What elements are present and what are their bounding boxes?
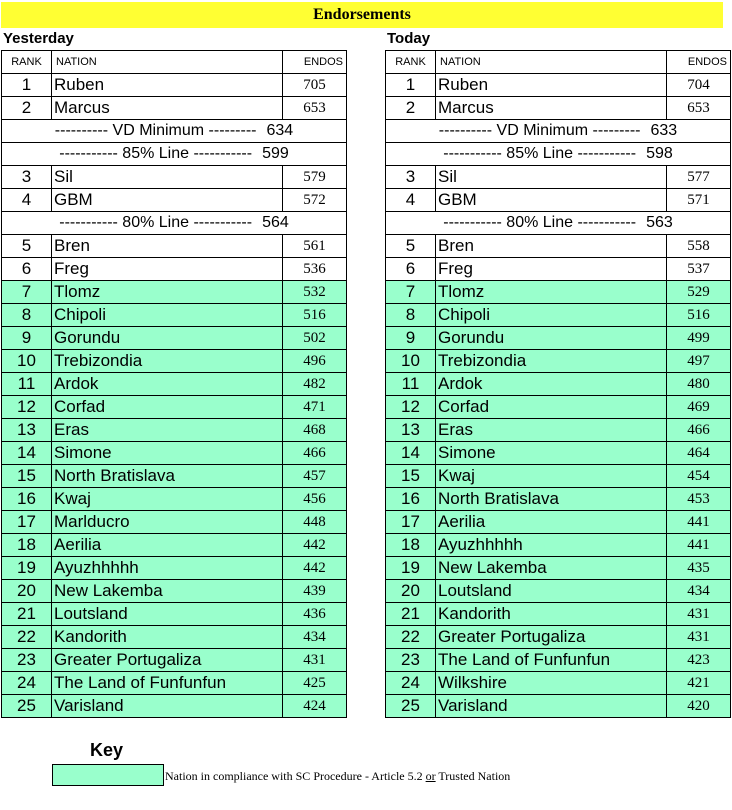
nation-cell: Varisland: [52, 695, 283, 718]
table-row: [386, 189, 731, 212]
table-row: [2, 258, 347, 281]
table-row: [386, 557, 731, 580]
endos-cell: 502: [283, 327, 347, 350]
rank-cell: 18: [386, 534, 436, 557]
nation-cell: Bren: [436, 235, 667, 258]
rank-cell: 3: [386, 166, 436, 189]
nation-cell: Chipoli: [436, 304, 667, 327]
nation-cell: Marcus: [52, 97, 283, 120]
nation-cell: Kwaj: [52, 488, 283, 511]
nation-cell: New Lakemba: [436, 557, 667, 580]
nation-cell: Corfad: [52, 396, 283, 419]
nation-cell: Trebizondia: [52, 350, 283, 373]
table-row: [2, 166, 347, 189]
table-row: [2, 281, 347, 304]
endos-cell: 421: [667, 672, 731, 695]
table-row: [2, 603, 347, 626]
nation-cell: Ardok: [436, 373, 667, 396]
endos-cell: 561: [283, 235, 347, 258]
nation-cell: Varisland: [436, 695, 667, 718]
rank-cell: 7: [386, 281, 436, 304]
table-row: [386, 511, 731, 534]
key-text-or: or: [425, 769, 436, 783]
table-row: [386, 97, 731, 120]
table-row: [386, 304, 731, 327]
endos-cell: 653: [667, 97, 731, 120]
nation-cell: Marcus: [436, 97, 667, 120]
table-row: [2, 557, 347, 580]
table-row: [2, 580, 347, 603]
threshold-row: [386, 120, 731, 143]
table-row: [386, 74, 731, 97]
endos-cell: 497: [667, 350, 731, 373]
table-row: [386, 350, 731, 373]
nation-cell: Greater Portugaliza: [436, 626, 667, 649]
endos-cell: 558: [667, 235, 731, 258]
rank-cell: 24: [386, 672, 436, 695]
rank-cell: 11: [386, 373, 436, 396]
endos-cell: 457: [283, 465, 347, 488]
rank-cell: 2: [386, 97, 436, 120]
threshold-cell: [2, 120, 347, 143]
nation-cell: Kandorith: [436, 603, 667, 626]
nation-cell: Freg: [52, 258, 283, 281]
rank-cell: 5: [2, 235, 52, 258]
threshold-label: ----------- 80% Line -----------: [59, 214, 253, 231]
page-title: Endorsements: [1, 2, 723, 28]
today-table: [385, 50, 731, 718]
endos-cell: 653: [283, 97, 347, 120]
endos-cell: 441: [667, 511, 731, 534]
threshold-label: ---------- VD Minimum ---------: [54, 122, 257, 139]
endos-cell: 434: [283, 626, 347, 649]
endos-cell: 499: [667, 327, 731, 350]
threshold-cell: [386, 120, 731, 143]
nation-cell: Aerilia: [436, 511, 667, 534]
endos-cell: 431: [667, 603, 731, 626]
nation-cell: Gorundu: [52, 327, 283, 350]
rank-cell: 15: [386, 465, 436, 488]
table-row: [2, 350, 347, 373]
rank-cell: 16: [386, 488, 436, 511]
table-row: [386, 580, 731, 603]
rank-cell: 22: [2, 626, 52, 649]
threshold-row: [2, 120, 347, 143]
table-row: [386, 603, 731, 626]
endos-cell: 441: [667, 534, 731, 557]
rank-cell: 9: [2, 327, 52, 350]
endos-cell: 456: [283, 488, 347, 511]
nation-cell: GBM: [436, 189, 667, 212]
nation-cell: GBM: [52, 189, 283, 212]
endos-cell: 420: [667, 695, 731, 718]
rank-cell: 14: [2, 442, 52, 465]
nation-cell: Greater Portugaliza: [52, 649, 283, 672]
rank-cell: 6: [2, 258, 52, 281]
rank-cell: 17: [386, 511, 436, 534]
table-row: [386, 258, 731, 281]
threshold-value: 634: [266, 122, 294, 139]
endos-cell: 464: [667, 442, 731, 465]
endos-cell: 516: [283, 304, 347, 327]
rank-cell: 12: [386, 396, 436, 419]
yesterday-table: [1, 50, 347, 718]
rank-cell: 3: [2, 166, 52, 189]
endos-cell: 529: [667, 281, 731, 304]
rank-cell: 4: [386, 189, 436, 212]
endos-cell: 454: [667, 465, 731, 488]
nation-cell: Eras: [436, 419, 667, 442]
endos-cell: 442: [283, 534, 347, 557]
threshold-label: ---------- VD Minimum ---------: [438, 122, 641, 139]
endos-cell: 439: [283, 580, 347, 603]
endos-cell: 469: [667, 396, 731, 419]
threshold-value: 564: [262, 214, 289, 231]
threshold-cell: [386, 143, 731, 166]
threshold-row: [386, 143, 731, 166]
key-compliant-swatch: [52, 764, 164, 786]
rank-header: RANK: [2, 51, 52, 74]
rank-cell: 16: [2, 488, 52, 511]
threshold-row: [386, 212, 731, 235]
table-row: [2, 304, 347, 327]
today-label: Today: [387, 30, 431, 47]
rank-cell: 15: [2, 465, 52, 488]
rank-cell: 2: [2, 97, 52, 120]
table-row: [2, 672, 347, 695]
table-row: [2, 442, 347, 465]
nation-cell: Sil: [436, 166, 667, 189]
nation-cell: Kwaj: [436, 465, 667, 488]
endos-header: ENDOS: [667, 51, 731, 74]
rank-cell: 20: [386, 580, 436, 603]
endos-cell: 571: [667, 189, 731, 212]
table-row: [2, 534, 347, 557]
table-header-row: [386, 51, 731, 74]
threshold-label: ----------- 80% Line -----------: [443, 214, 637, 231]
yesterday-label: Yesterday: [3, 30, 74, 47]
nation-cell: Freg: [436, 258, 667, 281]
endos-cell: 453: [667, 488, 731, 511]
table-row: [2, 695, 347, 718]
nation-cell: Kandorith: [52, 626, 283, 649]
table-row: [2, 373, 347, 396]
nation-cell: Loutsland: [436, 580, 667, 603]
table-row: [2, 511, 347, 534]
endos-cell: 537: [667, 258, 731, 281]
rank-cell: 7: [2, 281, 52, 304]
threshold-label: ----------- 85% Line -----------: [443, 145, 637, 162]
rank-header: RANK: [386, 51, 436, 74]
threshold-value: 563: [646, 214, 673, 231]
endos-cell: 480: [667, 373, 731, 396]
nation-cell: North Bratislava: [436, 488, 667, 511]
rank-cell: 20: [2, 580, 52, 603]
nation-cell: New Lakemba: [52, 580, 283, 603]
key-description: [165, 769, 510, 784]
nation-cell: Wilkshire: [436, 672, 667, 695]
rank-cell: 17: [2, 511, 52, 534]
rank-cell: 8: [2, 304, 52, 327]
endos-cell: 423: [667, 649, 731, 672]
endos-cell: 577: [667, 166, 731, 189]
endos-cell: 482: [283, 373, 347, 396]
endos-cell: 471: [283, 396, 347, 419]
table-row: [386, 695, 731, 718]
rank-cell: 6: [386, 258, 436, 281]
table-row: [2, 488, 347, 511]
nation-cell: Marlducro: [52, 511, 283, 534]
table-row: [386, 465, 731, 488]
nation-cell: Ayuzhhhhh: [436, 534, 667, 557]
endos-cell: 442: [283, 557, 347, 580]
endos-cell: 424: [283, 695, 347, 718]
nation-cell: Chipoli: [52, 304, 283, 327]
rank-cell: 19: [386, 557, 436, 580]
rank-cell: 13: [386, 419, 436, 442]
nation-cell: North Bratislava: [52, 465, 283, 488]
nation-cell: Trebizondia: [436, 350, 667, 373]
nation-cell: Ardok: [52, 373, 283, 396]
rank-cell: 25: [2, 695, 52, 718]
nation-cell: Sil: [52, 166, 283, 189]
rank-cell: 4: [2, 189, 52, 212]
nation-cell: Corfad: [436, 396, 667, 419]
key-title: Key: [90, 740, 124, 760]
table-row: [386, 442, 731, 465]
nation-cell: Simone: [52, 442, 283, 465]
table-row: [2, 396, 347, 419]
threshold-row: [2, 212, 347, 235]
nation-cell: Loutsland: [52, 603, 283, 626]
table-row: [386, 649, 731, 672]
rank-cell: 5: [386, 235, 436, 258]
table-row: [386, 166, 731, 189]
endos-cell: 434: [667, 580, 731, 603]
rank-cell: 11: [2, 373, 52, 396]
rank-cell: 23: [2, 649, 52, 672]
table-row: [2, 235, 347, 258]
table-row: [2, 74, 347, 97]
rank-cell: 18: [2, 534, 52, 557]
table-row: [2, 419, 347, 442]
key-text-before: Nation in compliance with SC Procedure - Article 5.2: [165, 769, 426, 783]
endos-cell: 536: [283, 258, 347, 281]
endos-cell: 496: [283, 350, 347, 373]
endos-cell: 468: [283, 419, 347, 442]
table-row: [2, 189, 347, 212]
endos-cell: 705: [283, 74, 347, 97]
table-row: [386, 419, 731, 442]
table-header-row: [2, 51, 347, 74]
threshold-cell: [2, 143, 347, 166]
table-row: [386, 626, 731, 649]
rank-cell: 1: [386, 74, 436, 97]
nation-cell: Ruben: [52, 74, 283, 97]
endos-cell: 431: [667, 626, 731, 649]
nation-cell: The Land of Funfunfun: [436, 649, 667, 672]
nation-header: NATION: [436, 51, 667, 74]
endos-cell: 532: [283, 281, 347, 304]
nation-cell: Ruben: [436, 74, 667, 97]
nation-cell: Simone: [436, 442, 667, 465]
nation-cell: Bren: [52, 235, 283, 258]
table-row: [386, 396, 731, 419]
endos-cell: 516: [667, 304, 731, 327]
rank-cell: 1: [2, 74, 52, 97]
table-row: [2, 465, 347, 488]
table-row: [386, 672, 731, 695]
nation-cell: Tlomz: [52, 281, 283, 304]
rank-cell: 9: [386, 327, 436, 350]
nation-cell: Aerilia: [52, 534, 283, 557]
rank-cell: 10: [2, 350, 52, 373]
endos-cell: 425: [283, 672, 347, 695]
nation-cell: Tlomz: [436, 281, 667, 304]
rank-cell: 8: [386, 304, 436, 327]
table-row: [386, 373, 731, 396]
rank-cell: 13: [2, 419, 52, 442]
rank-cell: 19: [2, 557, 52, 580]
threshold-value: 633: [650, 122, 678, 139]
table-row: [2, 97, 347, 120]
rank-cell: 25: [386, 695, 436, 718]
rank-cell: 21: [2, 603, 52, 626]
endos-cell: 704: [667, 74, 731, 97]
threshold-cell: [386, 212, 731, 235]
endos-cell: 466: [667, 419, 731, 442]
nation-cell: Ayuzhhhhh: [52, 557, 283, 580]
threshold-cell: [2, 212, 347, 235]
threshold-value: 598: [646, 145, 673, 162]
table-row: [2, 626, 347, 649]
endos-header: ENDOS: [283, 51, 347, 74]
endos-cell: 466: [283, 442, 347, 465]
key-text-after: Trusted Nation: [435, 769, 511, 783]
threshold-row: [2, 143, 347, 166]
nation-header: NATION: [52, 51, 283, 74]
rank-cell: 14: [386, 442, 436, 465]
table-row: [386, 488, 731, 511]
table-row: [386, 281, 731, 304]
endos-cell: 579: [283, 166, 347, 189]
rank-cell: 21: [386, 603, 436, 626]
endos-cell: 448: [283, 511, 347, 534]
table-row: [386, 327, 731, 350]
endos-cell: 435: [667, 557, 731, 580]
table-row: [386, 235, 731, 258]
table-row: [386, 534, 731, 557]
rank-cell: 23: [386, 649, 436, 672]
endos-cell: 436: [283, 603, 347, 626]
nation-cell: Gorundu: [436, 327, 667, 350]
rank-cell: 22: [386, 626, 436, 649]
endos-cell: 572: [283, 189, 347, 212]
rank-cell: 12: [2, 396, 52, 419]
nation-cell: The Land of Funfunfun: [52, 672, 283, 695]
threshold-label: ----------- 85% Line -----------: [59, 145, 253, 162]
nation-cell: Eras: [52, 419, 283, 442]
table-row: [2, 327, 347, 350]
endos-cell: 431: [283, 649, 347, 672]
threshold-value: 599: [262, 145, 289, 162]
rank-cell: 10: [386, 350, 436, 373]
table-row: [2, 649, 347, 672]
rank-cell: 24: [2, 672, 52, 695]
